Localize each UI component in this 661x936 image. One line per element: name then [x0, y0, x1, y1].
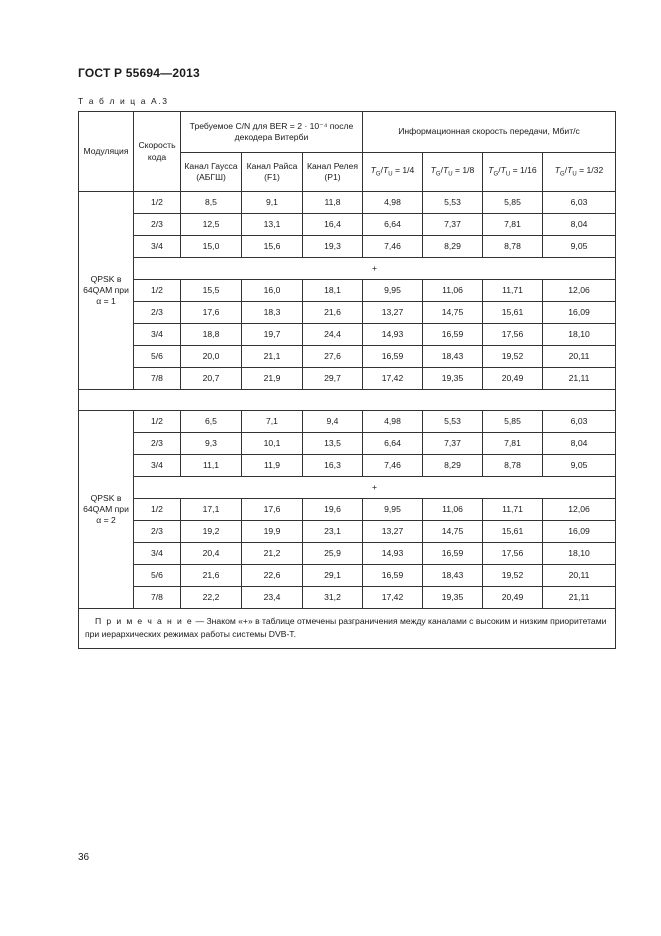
table-cell: 21,11 [543, 368, 616, 390]
table-row [79, 368, 616, 390]
table-cell: 3/4 [134, 236, 181, 258]
table-cell: 13,27 [363, 521, 423, 543]
table-cell: 16,4 [303, 214, 363, 236]
table-cell: 6,64 [363, 214, 423, 236]
header-cn-group: Требуемое C/N для BER = 2 · 10⁻⁴ после декодера Витерби [181, 112, 363, 153]
table-cell: 16,3 [303, 455, 363, 477]
table-cell: 13,27 [363, 302, 423, 324]
table-cell: 19,35 [423, 587, 483, 609]
table-cell: 20,7 [181, 368, 242, 390]
table-cell: 11,8 [303, 192, 363, 214]
table-cell: 17,1 [181, 499, 242, 521]
table-row [79, 411, 616, 433]
table-cell: 7,46 [363, 236, 423, 258]
priority-divider-row [79, 258, 616, 280]
table-cell: 7,1 [242, 411, 303, 433]
table-cell: 17,6 [181, 302, 242, 324]
table-cell: 13,5 [303, 433, 363, 455]
table-cell: 8,04 [543, 214, 616, 236]
header-guard-1-16: $T_G/T_U = 1/16$ [483, 153, 543, 192]
table-cell: 20,4 [181, 543, 242, 565]
table-cell: 18,3 [242, 302, 303, 324]
table-row [79, 346, 616, 368]
table-row [79, 499, 616, 521]
table-cell: 16,59 [423, 543, 483, 565]
table-cell: 9,3 [181, 433, 242, 455]
table-cell: 17,42 [363, 587, 423, 609]
table-cell: 7/8 [134, 368, 181, 390]
table-cell: 19,2 [181, 521, 242, 543]
table-cell: 6,5 [181, 411, 242, 433]
table-cell: 25,9 [303, 543, 363, 565]
table-cell: 9,1 [242, 192, 303, 214]
table-cell: 1/2 [134, 499, 181, 521]
table-cell: 1/2 [134, 280, 181, 302]
table-cell: 29,7 [303, 368, 363, 390]
table-cell: 5,53 [423, 411, 483, 433]
table-cell: 1/2 [134, 192, 181, 214]
table-cell: 15,0 [181, 236, 242, 258]
table-cell: 17,56 [483, 543, 543, 565]
table-cell: 14,75 [423, 521, 483, 543]
table-cell: 21,11 [543, 587, 616, 609]
table-cell: 8,78 [483, 455, 543, 477]
table-cell: 21,9 [242, 368, 303, 390]
table-cell: 2/3 [134, 302, 181, 324]
table-cell: 17,56 [483, 324, 543, 346]
table-cell: 27,6 [303, 346, 363, 368]
table-row [79, 433, 616, 455]
priority-divider-row [79, 477, 616, 499]
table-cell: 21,6 [181, 565, 242, 587]
table-cell: 20,0 [181, 346, 242, 368]
table-cell: 18,10 [543, 324, 616, 346]
header-rice-channel: Канал Райса (F1) [242, 153, 303, 192]
table-cell: 11,9 [242, 455, 303, 477]
header-guard-1-32: $T_G/T_U = 1/32$ [543, 153, 616, 192]
header-rayleigh-channel: Канал Релея (P1) [303, 153, 363, 192]
table-row [79, 521, 616, 543]
table-cell: 8,5 [181, 192, 242, 214]
table-row [79, 280, 616, 302]
table-cell: 6,64 [363, 433, 423, 455]
table-row [79, 565, 616, 587]
header-rate-group: Информационная скорость передачи, Мбит/с [363, 112, 616, 153]
table-cell: 19,52 [483, 346, 543, 368]
table-cell: 22,6 [242, 565, 303, 587]
table-cell: 19,9 [242, 521, 303, 543]
table-cell: 15,61 [483, 521, 543, 543]
table-cell: 7,46 [363, 455, 423, 477]
table-cell: 8,04 [543, 433, 616, 455]
table-cell: 16,09 [543, 521, 616, 543]
table-cell: 16,59 [363, 346, 423, 368]
table-cell: 5,85 [483, 411, 543, 433]
table-cell: 9,05 [543, 455, 616, 477]
table-cell: 17,6 [242, 499, 303, 521]
table-cell: 18,8 [181, 324, 242, 346]
table-cell: 14,93 [363, 324, 423, 346]
table-cell: 15,6 [242, 236, 303, 258]
table-cell: 23,1 [303, 521, 363, 543]
table-cell: 16,09 [543, 302, 616, 324]
table-row [79, 302, 616, 324]
table-cell: 2/3 [134, 214, 181, 236]
table-cell: 16,0 [242, 280, 303, 302]
table-cell: 21,1 [242, 346, 303, 368]
modulation-label: QPSK в 64QAM при α = 2 [79, 411, 134, 609]
table-cell: 15,61 [483, 302, 543, 324]
table-cell: 14,75 [423, 302, 483, 324]
table-cell: 7,81 [483, 433, 543, 455]
table-cell: 7,81 [483, 214, 543, 236]
table-cell: 11,71 [483, 499, 543, 521]
table-cell: 1/2 [134, 411, 181, 433]
table-cell: 19,7 [242, 324, 303, 346]
table-cell: 2/3 [134, 433, 181, 455]
table-cell: 9,4 [303, 411, 363, 433]
table-cell: 13,1 [242, 214, 303, 236]
table-cell: 18,10 [543, 543, 616, 565]
table-cell: 5,85 [483, 192, 543, 214]
header-code-rate: Скорость кода [134, 112, 181, 192]
table-cell: 16,59 [363, 565, 423, 587]
separator-cell [79, 390, 616, 411]
table-row [79, 543, 616, 565]
table-cell: 19,52 [483, 565, 543, 587]
table-cell: 31,2 [303, 587, 363, 609]
table-cell: 8,29 [423, 455, 483, 477]
table-cell: 3/4 [134, 543, 181, 565]
table-cell: 7,37 [423, 433, 483, 455]
table-row [79, 236, 616, 258]
page-number: 36 [78, 852, 90, 863]
note-row [79, 609, 616, 649]
priority-divider-mark: + [134, 258, 616, 280]
table-cell: 18,1 [303, 280, 363, 302]
header-modulation: Модуляция [79, 112, 134, 192]
section-separator [79, 390, 616, 411]
table-cell: 6,03 [543, 192, 616, 214]
table-cell: 10,1 [242, 433, 303, 455]
document-title: ГОСТ Р 55694—2013 [78, 66, 200, 80]
table-cell: 19,6 [303, 499, 363, 521]
table-row [79, 214, 616, 236]
table-cell: 11,06 [423, 280, 483, 302]
table-cell: 6,03 [543, 411, 616, 433]
table-cell: 22,2 [181, 587, 242, 609]
header-guard-1-8: $T_G/T_U = 1/8$ [423, 153, 483, 192]
priority-divider-mark: + [134, 477, 616, 499]
table-row [79, 587, 616, 609]
table-cell: 2/3 [134, 521, 181, 543]
table-cell: 21,2 [242, 543, 303, 565]
table-cell: 8,78 [483, 236, 543, 258]
data-table [78, 111, 616, 649]
table-cell: 18,43 [423, 346, 483, 368]
table-cell: 20,49 [483, 368, 543, 390]
table-cell: 11,1 [181, 455, 242, 477]
table-cell: 8,29 [423, 236, 483, 258]
table-cell: 9,95 [363, 280, 423, 302]
modulation-label: QPSK в 64QAM при α = 1 [79, 192, 134, 390]
table-row [79, 324, 616, 346]
table-cell: 7/8 [134, 587, 181, 609]
table-cell: 19,35 [423, 368, 483, 390]
table-cell: 17,42 [363, 368, 423, 390]
table-cell: 12,5 [181, 214, 242, 236]
table-cell: 3/4 [134, 324, 181, 346]
table-cell: 24,4 [303, 324, 363, 346]
table-cell: 5/6 [134, 565, 181, 587]
table-cell: 16,59 [423, 324, 483, 346]
table-cell: 5/6 [134, 346, 181, 368]
header-gauss-channel: Канал Гаусса (АБГШ) [181, 153, 242, 192]
table-cell: 11,71 [483, 280, 543, 302]
table-cell: 4,98 [363, 411, 423, 433]
table-cell: 21,6 [303, 302, 363, 324]
table-cell: 14,93 [363, 543, 423, 565]
table-cell: 23,4 [242, 587, 303, 609]
table-row [79, 455, 616, 477]
note-text: — Знаком «+» в таблице отмечены разграничения между каналами с высоким и низким приоритетами при иерархических режимах работы системы DVB-T. [85, 616, 607, 640]
table-cell: 11,06 [423, 499, 483, 521]
table-row [79, 192, 616, 214]
table-note [79, 609, 616, 649]
table-cell: 7,37 [423, 214, 483, 236]
table-caption: Т а б л и ц а А.3 [78, 96, 169, 106]
table-cell: 29,1 [303, 565, 363, 587]
table-cell: 5,53 [423, 192, 483, 214]
table-cell: 12,06 [543, 280, 616, 302]
table-cell: 4,98 [363, 192, 423, 214]
table-cell: 20,11 [543, 565, 616, 587]
table-cell: 9,05 [543, 236, 616, 258]
table-cell: 19,3 [303, 236, 363, 258]
table-cell: 20,49 [483, 587, 543, 609]
table-cell: 20,11 [543, 346, 616, 368]
table-cell: 3/4 [134, 455, 181, 477]
table-cell: 9,95 [363, 499, 423, 521]
note-label: П р и м е ч а н и е [95, 616, 194, 626]
header-guard-1-4: $T_G/T_U = 1/4$ [363, 153, 423, 192]
table-cell: 12,06 [543, 499, 616, 521]
table-cell: 18,43 [423, 565, 483, 587]
table-cell: 15,5 [181, 280, 242, 302]
